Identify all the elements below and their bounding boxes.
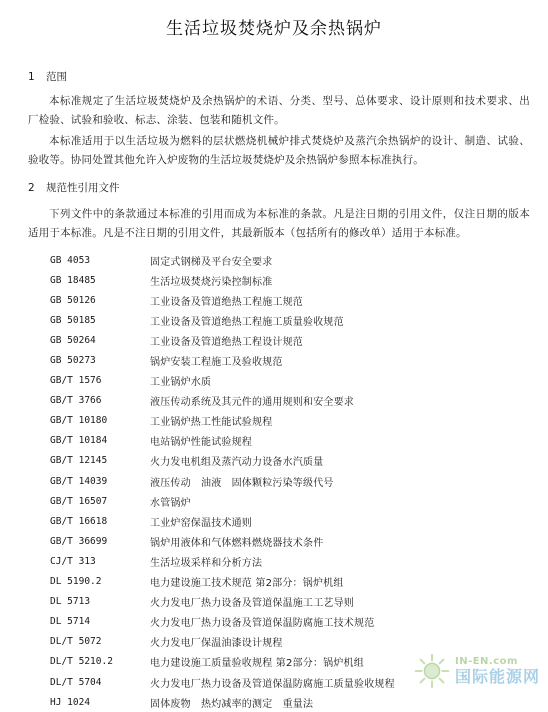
reference-code: DL 5714 bbox=[50, 616, 91, 628]
reference-code: GB 50264 bbox=[50, 334, 96, 346]
reference-title: 固体废物 热灼减率的测定 重量法 bbox=[150, 698, 314, 710]
reference-code: GB 18485 bbox=[50, 274, 96, 286]
reference-item bbox=[50, 290, 530, 310]
reference-item bbox=[50, 431, 530, 451]
reference-item bbox=[50, 551, 530, 571]
references-intro: 下列文件中的条款通过本标准的引用而成为本标准的条款。凡是注日期的引用文件，仅注日期的版本适用于本标准。凡是不注日期的引用文件，其最新版本（包括所有的修改单）适用于本标准。 bbox=[28, 208, 530, 239]
reference-title: 火力发电厂保温油漆设计规程 bbox=[150, 638, 283, 650]
reference-item bbox=[50, 572, 530, 592]
section-title: 范围 bbox=[46, 71, 67, 83]
reference-title: 锅炉用液体和气体燃料燃烧器技术条件 bbox=[150, 537, 324, 549]
section-title: 规范性引用文件 bbox=[46, 182, 120, 194]
reference-code: GB/T 14039 bbox=[50, 475, 108, 487]
reference-code: GB/T 10184 bbox=[50, 435, 108, 447]
reference-item bbox=[50, 511, 530, 531]
reference-title: 火力发电厂热力设备及管道保温防腐施工技术规范 bbox=[150, 618, 375, 630]
reference-code: DL 5190.2 bbox=[50, 576, 102, 588]
reference-title: 工业锅炉水质 bbox=[150, 377, 212, 389]
reference-title: 电站锅炉性能试验规程 bbox=[150, 437, 252, 449]
reference-item bbox=[50, 250, 530, 270]
reference-item bbox=[50, 411, 530, 431]
reference-item bbox=[50, 531, 530, 551]
reference-item bbox=[50, 330, 530, 350]
reference-title: 生活垃圾采样和分析方法 bbox=[150, 557, 263, 569]
reference-item bbox=[50, 692, 530, 712]
reference-title: 火力发电厂热力设备及管道保温施工工艺导则 bbox=[150, 598, 354, 610]
watermark bbox=[413, 652, 540, 690]
reference-item bbox=[50, 632, 530, 652]
reference-list bbox=[50, 250, 530, 712]
reference-title: 火力发电机组及蒸汽动力设备水汽质量 bbox=[150, 457, 324, 469]
reference-code: GB 50185 bbox=[50, 314, 96, 326]
reference-item bbox=[50, 451, 530, 471]
reference-title: 电力建设施工技术规范 第2部分：锅炉机组 bbox=[150, 578, 344, 590]
reference-title: 工业锅炉热工性能试验规程 bbox=[150, 417, 273, 429]
reference-code: GB/T 10180 bbox=[50, 415, 108, 427]
document-title: 生活垃圾焚烧炉及余热锅炉 bbox=[166, 19, 382, 39]
sun-logo-icon bbox=[413, 652, 451, 690]
reference-title: 固定式钢梯及平台安全要求 bbox=[150, 256, 273, 268]
scope-paragraph: 本标准规定了生活垃圾焚烧炉及余热锅炉的术语、分类、型号、总体要求、设计原则和技术要求、出厂检验、试验和验收、标志、涂装、包装和随机文件。 bbox=[28, 95, 530, 126]
reference-item bbox=[50, 270, 530, 290]
reference-title: 工业炉窑保温技术通则 bbox=[150, 517, 252, 529]
reference-title: 工业设备及管道绝热工程施工质量验收规范 bbox=[150, 316, 344, 328]
reference-code: DL/T 5072 bbox=[50, 636, 102, 648]
reference-item bbox=[50, 592, 530, 612]
reference-item bbox=[50, 350, 530, 370]
reference-code: GB 4053 bbox=[50, 254, 91, 266]
section-heading-references bbox=[28, 180, 120, 195]
watermark-domain: IN-EN.com bbox=[454, 656, 518, 667]
reference-code: GB/T 16507 bbox=[50, 495, 108, 507]
reference-code: GB 50126 bbox=[50, 294, 96, 306]
reference-item bbox=[50, 391, 530, 411]
reference-item bbox=[50, 612, 530, 632]
reference-title: 生活垃圾焚烧污染控制标准 bbox=[150, 276, 273, 288]
reference-code: GB/T 36699 bbox=[50, 535, 108, 547]
reference-code: HJ 1024 bbox=[50, 696, 91, 708]
reference-code: DL 5713 bbox=[50, 596, 91, 608]
reference-title: 水管锅炉 bbox=[150, 497, 191, 509]
scope-paragraph: 本标准适用于以生活垃圾为燃料的层状燃烧机械炉排式焚烧炉及蒸汽余热锅炉的设计、制造、试验、验收等。协同处置其他允许入炉废物的生活垃圾焚烧炉及余热锅炉参照本标准执行。 bbox=[28, 135, 530, 166]
section-number: 2 bbox=[28, 182, 35, 194]
reference-code: DL/T 5704 bbox=[50, 676, 102, 688]
reference-item bbox=[50, 471, 530, 491]
reference-title: 工业设备及管道绝热工程施工规范 bbox=[150, 296, 303, 308]
section-heading-scope bbox=[28, 69, 67, 84]
reference-title: 电力建设施工质量验收规程 第2部分：锅炉机组 bbox=[150, 658, 364, 670]
reference-title: 火力发电厂热力设备及管道保温防腐施工质量验收规程 bbox=[150, 678, 395, 690]
reference-code: GB/T 12145 bbox=[50, 455, 108, 467]
watermark-brand: 国际能源网 bbox=[454, 667, 540, 686]
reference-code: GB/T 16618 bbox=[50, 515, 108, 527]
reference-title: 液压传动系统及其元件的通用规则和安全要求 bbox=[150, 397, 354, 409]
reference-title: 液压传动 油液 固体颗粒污染等级代号 bbox=[150, 477, 334, 489]
reference-code: GB 50273 bbox=[50, 355, 96, 367]
reference-code: CJ/T 313 bbox=[50, 555, 96, 567]
reference-code: DL/T 5210.2 bbox=[50, 656, 113, 668]
reference-title: 锅炉安装工程施工及验收规范 bbox=[150, 357, 283, 369]
reference-item bbox=[50, 310, 530, 330]
reference-code: GB/T 1576 bbox=[50, 375, 102, 387]
reference-code: GB/T 3766 bbox=[50, 395, 102, 407]
reference-title: 工业设备及管道绝热工程设计规范 bbox=[150, 336, 303, 348]
reference-item bbox=[50, 491, 530, 511]
section-number: 1 bbox=[28, 71, 35, 83]
watermark-text bbox=[455, 657, 540, 685]
reference-item bbox=[50, 371, 530, 391]
